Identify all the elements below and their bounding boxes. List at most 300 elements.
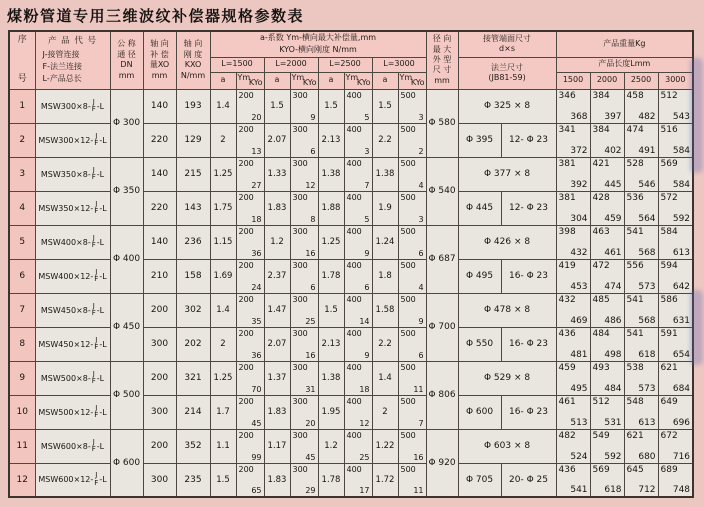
kyo-value: 6 <box>418 248 424 258</box>
axial-compensation-cell: 140 <box>143 225 176 259</box>
a-coefficient-cell: 1.38 <box>318 361 344 395</box>
flange-bolts-cell: 16- Φ 23 <box>501 259 556 293</box>
a-coefficient-cell: 2.2 <box>372 123 398 157</box>
weight-cell <box>658 123 693 157</box>
axial-compensation-cell: 140 <box>143 89 176 123</box>
product-code <box>36 405 110 420</box>
weight-lower: 481 <box>570 349 588 360</box>
weight-lower: 642 <box>672 281 691 292</box>
ym-kyo-cell <box>398 429 426 463</box>
kyo-value: 6 <box>310 282 316 292</box>
axial-compensation-cell: 140 <box>143 157 176 191</box>
product-code-cell <box>35 89 110 123</box>
kyo-value: 12 <box>359 418 370 428</box>
weight-lower: 474 <box>604 281 622 292</box>
weight-lower: 568 <box>638 315 656 326</box>
kyo-value: 45 <box>305 452 316 462</box>
product-code-letter: F <box>94 207 99 215</box>
table-row <box>9 361 693 395</box>
axial-compensation-cell: 300 <box>143 327 176 361</box>
product-code-suffix: -L <box>99 339 107 349</box>
weight-cell <box>556 191 590 225</box>
weight-upper: 689 <box>660 464 678 475</box>
weight-cell <box>624 191 658 225</box>
product-code-suffix: -L <box>99 271 107 281</box>
axial-stiffness-cell: 129 <box>176 123 210 157</box>
weight-lower: 592 <box>604 451 622 462</box>
weight-cell <box>556 327 590 361</box>
ym-value: 400 <box>346 260 362 270</box>
axial-stiffness-cell: 302 <box>176 293 210 327</box>
kyo-value: 8 <box>310 214 316 224</box>
weight-cell <box>590 123 624 157</box>
flange-diameter-cell: Φ 495 <box>458 259 501 293</box>
product-code-suffix: -L <box>96 101 105 111</box>
weight-lower: 618 <box>638 349 656 360</box>
weight-cell <box>624 225 658 259</box>
weight-lower: 573 <box>638 383 656 394</box>
kyo-value: 12 <box>305 180 316 190</box>
ym-kyo-cell <box>344 429 372 463</box>
ym-kyo-cell <box>290 293 318 327</box>
a-coefficient-cell: 1.5 <box>372 89 398 123</box>
weight-lower: 513 <box>570 417 588 428</box>
watermark-smudge <box>690 290 703 365</box>
weight-cell <box>590 293 624 327</box>
weight-cell <box>658 429 693 463</box>
header-ym-kyo <box>236 72 264 89</box>
product-code-suffix: -L <box>96 237 105 247</box>
a-coefficient-cell: 1.58 <box>372 293 398 327</box>
a-coefficient-cell: 1.95 <box>318 395 344 429</box>
ym-kyo-cell <box>290 123 318 157</box>
ym-value: 400 <box>346 226 362 236</box>
ym-value: 500 <box>400 124 416 134</box>
kyo-value: 6 <box>418 350 424 360</box>
product-code-suffix: -L <box>99 475 107 485</box>
weight-upper: 436 <box>558 464 576 475</box>
ym-kyo-cell <box>236 429 264 463</box>
product-code <box>36 303 110 318</box>
weight-upper: 493 <box>592 362 610 373</box>
ym-value: 400 <box>346 396 362 406</box>
axial-stiffness-cell: 235 <box>176 463 210 497</box>
weight-cell <box>590 89 624 123</box>
a-coefficient-cell: 1.22 <box>372 429 398 463</box>
pipe-end-cell: Φ 377 × 8 <box>458 157 556 191</box>
weight-cell <box>658 293 693 327</box>
product-code-prefix: MSW600×12- <box>38 475 94 485</box>
header-product-title: 产 品 代 号 <box>47 35 98 46</box>
weight-lower: 498 <box>604 349 622 360</box>
kyo-value: 25 <box>359 452 370 462</box>
flange-bolts-cell: 16- Φ 23 <box>501 327 556 361</box>
flange-bolts-cell: 12- Φ 23 <box>501 123 556 157</box>
kyo-value: 14 <box>359 316 370 326</box>
ym-value: 500 <box>400 90 416 100</box>
ym-value: 200 <box>238 124 254 134</box>
a-coefficient-cell: 1.17 <box>264 429 290 463</box>
weight-cell <box>556 293 590 327</box>
product-code-stack <box>92 303 96 318</box>
flange-diameter-cell: Φ 600 <box>458 395 501 429</box>
ym-kyo-cell <box>344 89 372 123</box>
ym-kyo-cell <box>290 395 318 429</box>
weight-lower: 453 <box>570 281 588 292</box>
weight-upper: 569 <box>660 158 678 169</box>
product-code-suffix: -L <box>99 203 107 213</box>
weight-upper: 621 <box>626 430 644 441</box>
seq-cell: 7 <box>9 293 35 327</box>
dn-cell: Φ 450 <box>110 293 143 361</box>
radial-max-dim-cell: Φ 687 <box>426 225 458 293</box>
header-weight-group: 产品重量Kg <box>556 31 693 57</box>
axial-compensation-cell: 220 <box>143 191 176 225</box>
a-coefficient-cell: 1.1 <box>210 429 236 463</box>
a-coefficient-cell: 2.07 <box>264 327 290 361</box>
product-code-cell <box>35 429 110 463</box>
ym-kyo-cell <box>236 327 264 361</box>
weight-cell <box>556 225 590 259</box>
a-coefficient-cell: 1.83 <box>264 463 290 497</box>
a-coefficient-cell: 2.13 <box>318 123 344 157</box>
table-row <box>9 89 693 123</box>
kyo-value: 13 <box>251 146 262 156</box>
ym-value: 300 <box>292 158 308 168</box>
seq-cell: 12 <box>9 463 35 497</box>
seq-cell: 10 <box>9 395 35 429</box>
axial-stiffness-cell: 193 <box>176 89 210 123</box>
a-coefficient-cell: 1.78 <box>318 463 344 497</box>
ym-value: 200 <box>238 396 254 406</box>
ym-value: 300 <box>292 464 308 474</box>
kyo-value: 3 <box>418 112 424 122</box>
ym-kyo-cell <box>236 123 264 157</box>
weight-upper: 428 <box>592 192 610 203</box>
a-coefficient-cell: 1.4 <box>210 293 236 327</box>
a-coefficient-cell: 1.38 <box>372 157 398 191</box>
kyo-value: 17 <box>359 486 370 495</box>
ym-value: 300 <box>292 90 308 100</box>
ym-kyo-cell <box>398 463 426 497</box>
flange-diameter-cell: Φ 445 <box>458 191 501 225</box>
header-axial-stiffness: 轴 向 刚 度 KXO N/mm <box>176 31 210 89</box>
flange-diameter-cell: Φ 550 <box>458 327 501 361</box>
weight-upper: 458 <box>626 90 644 101</box>
product-code-cell <box>35 259 110 293</box>
product-code-letter: F <box>94 411 99 419</box>
product-code-suffix: -L <box>96 373 105 383</box>
weight-cell <box>556 157 590 191</box>
weight-lower: 680 <box>638 451 656 462</box>
kyo-value: 9 <box>418 316 424 326</box>
weight-cell <box>556 395 590 429</box>
kyo-value: 9 <box>310 112 316 122</box>
weight-upper: 482 <box>558 430 576 441</box>
kyo-value: 11 <box>413 486 424 495</box>
weight-lower: 546 <box>638 179 656 190</box>
ym-value: 200 <box>238 362 254 372</box>
weight-lower: 445 <box>604 179 622 190</box>
seq-cell: 2 <box>9 123 35 157</box>
weight-lower: 432 <box>570 247 588 258</box>
a-coefficient-cell: 1.75 <box>210 191 236 225</box>
ym-kyo-cell <box>290 429 318 463</box>
weight-upper: 381 <box>558 192 576 203</box>
axial-stiffness-cell: 236 <box>176 225 210 259</box>
weight-upper: 472 <box>592 260 610 271</box>
weight-upper: 346 <box>558 90 576 101</box>
ym-kyo-cell <box>398 293 426 327</box>
weight-cell <box>658 191 693 225</box>
weight-cell <box>624 259 658 293</box>
product-code-prefix: MSW400×8- <box>40 237 91 247</box>
header-ym-kyo <box>290 72 318 89</box>
product-code-stack <box>94 405 98 420</box>
ym-kyo-cell <box>290 89 318 123</box>
ym-value: 500 <box>400 192 416 202</box>
weight-lower: 696 <box>672 417 691 428</box>
ym-value: 500 <box>400 396 416 406</box>
weight-cell <box>556 463 590 497</box>
weight-cell <box>658 361 693 395</box>
kyo-value: 3 <box>364 146 370 156</box>
product-code-letter: J <box>95 335 98 344</box>
product-code-prefix: MSW350×12- <box>38 203 94 213</box>
weight-cell <box>556 89 590 123</box>
product-code-prefix: MSW300×8- <box>40 101 91 111</box>
a-coefficient-cell: 1.72 <box>372 463 398 497</box>
a-coefficient-cell: 1.37 <box>264 361 290 395</box>
dn-cell: Φ 400 <box>110 225 143 293</box>
a-coefficient-cell: 1.69 <box>210 259 236 293</box>
kyo-value: 9 <box>364 350 370 360</box>
weight-upper: 459 <box>558 362 576 373</box>
weight-cell <box>624 429 658 463</box>
page-title: 煤粉管道专用三维波纹补偿器规格参数表 <box>7 7 305 25</box>
product-code <box>36 99 110 114</box>
weight-upper: 384 <box>592 124 610 135</box>
weight-cell <box>624 157 658 191</box>
weight-upper: 436 <box>558 328 576 339</box>
product-code-letter: J <box>95 199 98 208</box>
weight-cell <box>590 259 624 293</box>
weight-cell <box>624 395 658 429</box>
product-code-cell <box>35 157 110 191</box>
product-code-cell <box>35 327 110 361</box>
a-coefficient-cell: 2 <box>210 327 236 361</box>
ym-kyo-cell <box>236 191 264 225</box>
product-code-stack <box>94 472 98 487</box>
kyo-value: 65 <box>251 486 262 495</box>
ym-value: 500 <box>400 260 416 270</box>
a-coefficient-cell: 1.25 <box>210 361 236 395</box>
ym-value: 200 <box>238 90 254 100</box>
weight-upper: 584 <box>660 226 678 237</box>
product-code-stack <box>92 439 96 454</box>
weight-upper: 474 <box>626 124 644 135</box>
weight-lower: 397 <box>604 111 622 122</box>
weight-upper: 398 <box>558 226 576 237</box>
weight-cell <box>590 395 624 429</box>
weight-lower: 484 <box>604 383 622 394</box>
header-kyo: KYo <box>248 78 263 88</box>
ym-kyo-cell <box>344 395 372 429</box>
a-coefficient-cell: 1.7 <box>210 395 236 429</box>
weight-upper: 538 <box>626 362 644 373</box>
ym-value: 300 <box>292 430 308 440</box>
product-code-stack <box>94 133 98 148</box>
a-coefficient-cell: 2 <box>372 395 398 429</box>
product-code-cell <box>35 225 110 259</box>
dn-cell: Φ 500 <box>110 361 143 429</box>
radial-max-dim-cell: Φ 540 <box>426 157 458 225</box>
ym-kyo-cell <box>236 259 264 293</box>
a-coefficient-cell: 1.4 <box>210 89 236 123</box>
weight-lower: 482 <box>638 111 656 122</box>
ym-value: 300 <box>292 294 308 304</box>
ym-value: 500 <box>400 430 416 440</box>
weight-upper: 381 <box>558 158 576 169</box>
product-code-letter: J <box>92 301 95 310</box>
ym-kyo-cell <box>344 361 372 395</box>
ym-kyo-cell <box>290 191 318 225</box>
seq-cell: 5 <box>9 225 35 259</box>
a-coefficient-cell: 1.2 <box>264 225 290 259</box>
weight-upper: 569 <box>592 464 610 475</box>
product-code-letter: J <box>95 403 98 412</box>
ym-kyo-cell <box>236 89 264 123</box>
header-axial-compensation: 轴 向 补 偿 量XO mm <box>143 31 176 89</box>
a-coefficient-cell: 1.88 <box>318 191 344 225</box>
table-body <box>9 89 693 497</box>
ym-kyo-cell <box>398 89 426 123</box>
weight-cell <box>590 157 624 191</box>
product-code-suffix: -L <box>96 305 105 315</box>
weight-upper: 432 <box>558 294 576 305</box>
axial-compensation-cell: 200 <box>143 361 176 395</box>
product-code <box>36 133 110 148</box>
flange-bolts-cell: 16- Φ 23 <box>501 395 556 429</box>
weight-upper: 649 <box>660 396 678 407</box>
ym-value: 500 <box>400 328 416 338</box>
weight-cell <box>590 361 624 395</box>
seq-cell: 4 <box>9 191 35 225</box>
weight-lower: 748 <box>672 485 691 495</box>
header-length-3000: L=3000 <box>372 57 426 72</box>
header-lateral-group: a-系数 Ym-横向最大补偿量,mm KYO-横向刚度 N/mm <box>210 31 426 57</box>
product-code-cell <box>35 123 110 157</box>
axial-compensation-cell: 220 <box>143 123 176 157</box>
pipe-end-cell: Φ 529 × 8 <box>458 361 556 395</box>
ym-kyo-cell <box>236 463 264 497</box>
spec-table <box>8 30 694 498</box>
ym-kyo-cell <box>290 259 318 293</box>
kyo-value: 16 <box>413 452 424 462</box>
weight-cell <box>658 463 693 497</box>
ym-value: 400 <box>346 294 362 304</box>
product-code-cell <box>35 463 110 497</box>
product-code-stack <box>92 99 96 114</box>
header-weight-col-2500: 2500 <box>624 72 658 89</box>
weight-lower: 584 <box>672 179 691 190</box>
kyo-value: 27 <box>251 180 262 190</box>
ym-value: 200 <box>238 464 254 474</box>
weight-upper: 484 <box>592 328 610 339</box>
ym-kyo-cell <box>290 157 318 191</box>
header-a: a <box>264 72 290 89</box>
header-seq-top: 序 <box>17 35 27 46</box>
axial-stiffness-cell: 214 <box>176 395 210 429</box>
product-code-stack <box>92 371 96 386</box>
product-code-letter: F <box>94 275 99 283</box>
product-code-prefix: MSW600×8- <box>40 441 91 451</box>
kyo-value: 4 <box>418 282 424 292</box>
a-coefficient-cell: 1.24 <box>372 225 398 259</box>
product-code-stack <box>92 235 96 250</box>
a-coefficient-cell: 1.38 <box>318 157 344 191</box>
product-code-prefix: MSW500×12- <box>38 407 94 417</box>
ym-value: 400 <box>346 464 362 474</box>
seq-cell: 9 <box>9 361 35 395</box>
a-coefficient-cell: 2.37 <box>264 259 290 293</box>
product-code-prefix: MSW350×8- <box>40 169 91 179</box>
weight-upper: 384 <box>592 90 610 101</box>
weight-upper: 549 <box>592 430 610 441</box>
dn-cell: Φ 350 <box>110 157 143 225</box>
product-code-stack <box>92 167 96 182</box>
weight-lower: 402 <box>604 145 622 156</box>
product-code-stack <box>94 337 98 352</box>
a-coefficient-cell: 1.25 <box>210 157 236 191</box>
kyo-value: 11 <box>413 384 424 394</box>
weight-cell <box>658 157 693 191</box>
header-product-legend: J-接管连接 F-法兰连接 L-产品总长 <box>42 49 82 84</box>
header-pipe-end: 接管端面尺寸 d×s <box>458 31 556 57</box>
product-code-letter: J <box>92 97 95 106</box>
weight-upper: 541 <box>626 328 644 339</box>
product-code-letter: F <box>91 105 96 113</box>
watermark-smudge <box>690 58 703 173</box>
weight-lower: 543 <box>672 111 691 122</box>
ym-kyo-cell <box>236 157 264 191</box>
weight-lower: 524 <box>570 451 588 462</box>
ym-value: 400 <box>346 328 362 338</box>
axial-stiffness-cell: 215 <box>176 157 210 191</box>
weight-lower: 568 <box>638 247 656 258</box>
weight-upper: 541 <box>626 226 644 237</box>
kyo-value: 36 <box>251 248 262 258</box>
header-length-label: 产品长度Lmm <box>556 57 693 72</box>
weight-lower: 368 <box>570 111 588 122</box>
weight-cell <box>590 191 624 225</box>
weight-upper: 621 <box>660 362 678 373</box>
weight-upper: 556 <box>626 260 644 271</box>
kyo-value: 6 <box>364 282 370 292</box>
ym-value: 400 <box>346 192 362 202</box>
weight-upper: 672 <box>660 430 678 441</box>
table-row <box>9 293 693 327</box>
product-code-letter: J <box>92 233 95 242</box>
header-dn: 公 称 通 径 DN mm <box>110 31 143 89</box>
ym-kyo-cell <box>236 293 264 327</box>
weight-cell <box>590 463 624 497</box>
product-code-cell <box>35 361 110 395</box>
weight-upper: 341 <box>558 124 576 135</box>
product-code-prefix: MSW300×12- <box>38 135 94 145</box>
product-code-letter: J <box>95 471 98 480</box>
header-a: a <box>372 72 398 89</box>
